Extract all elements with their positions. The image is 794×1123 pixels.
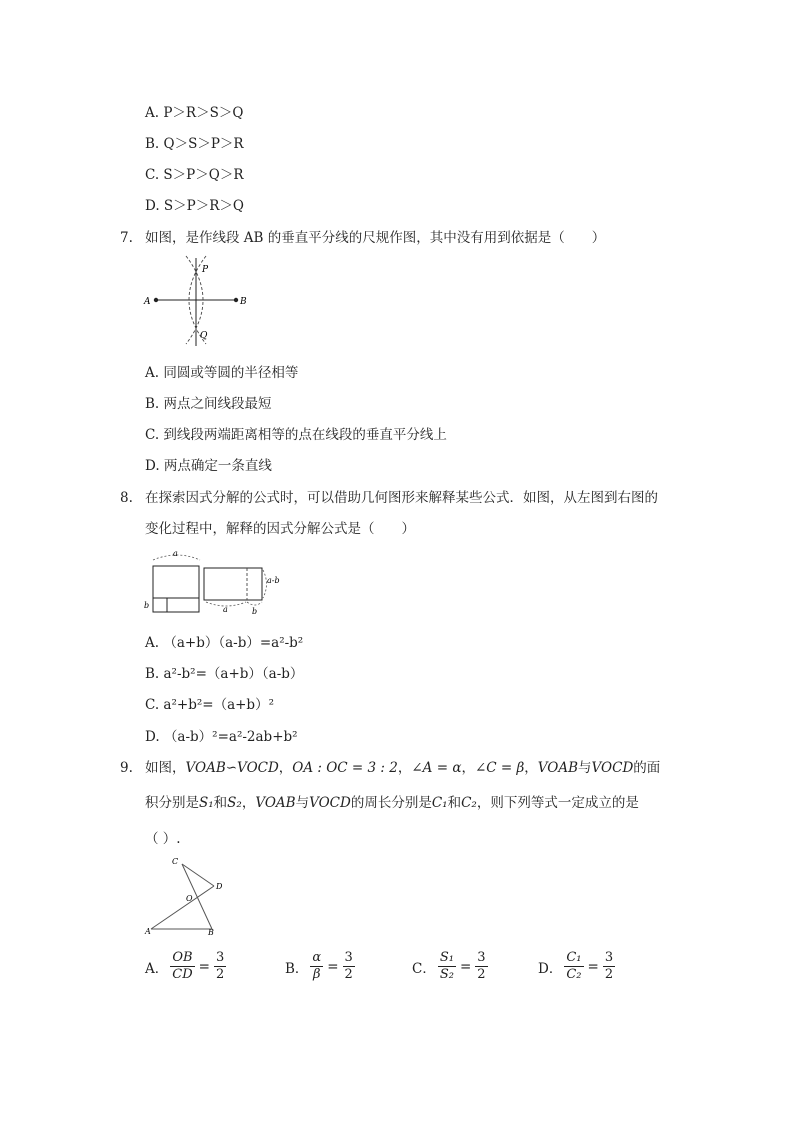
q6-option-d: D. S＞P＞R＞Q (145, 198, 244, 214)
fraction (214, 950, 226, 983)
numerator: OB (172, 950, 193, 965)
q9-l2-text: 和 (447, 795, 462, 811)
fraction (310, 950, 323, 983)
q9-l1-comma: ， (278, 760, 293, 776)
q8-label-a-top: a (173, 549, 178, 558)
q7-label-q: Q (200, 331, 208, 341)
q9-l2-s2: S₂ (227, 795, 242, 811)
q8-option-d: D. （a-b）²=a²-2ab+b² (145, 729, 298, 745)
q9-number: 9. (120, 760, 133, 776)
q9-answer-c: C． $\frac{\text{S₁}}{\text{S₂}}$ = $\frac{3}{2}$ (412, 950, 486, 982)
q6-option-a: A. P＞R＞S＞Q (145, 105, 244, 121)
denominator: β (313, 967, 321, 982)
q9-l1-oab: VOAB (537, 760, 579, 776)
q9-l2-text: 的周长分别是 (350, 795, 432, 811)
denominator: 2 (604, 967, 614, 982)
q9-label-b: B (208, 928, 214, 937)
q8-label-a-bottom: a (223, 605, 228, 614)
q7-stem: 如图，是作线段 AB 的垂直平分线的尺规作图，其中没有用到依据是（ ） (145, 230, 606, 246)
q9-l2-comma: ， (241, 795, 256, 811)
numerator: C₁ (566, 950, 582, 965)
answer-label: B． (285, 960, 309, 977)
q6-option-b: B. Q＞S＞P＞R (145, 136, 244, 152)
q9-stem-line1 (145, 759, 660, 777)
answer-label: A． (145, 960, 169, 977)
numerator: 3 (344, 950, 353, 965)
denominator: CD (172, 967, 193, 982)
q9-l2-s1: S₁ (199, 795, 214, 811)
q9-l2-ocd: VOCD (309, 795, 351, 811)
q7-label-b: B (240, 297, 247, 307)
numerator: S₁ (439, 950, 454, 965)
q9-label-c: C (172, 857, 179, 866)
q9-l1-ocd: VOCD (591, 760, 634, 776)
answer-label: D． (538, 960, 563, 977)
q7-option-b: B. 两点之间线段最短 (145, 396, 272, 412)
q9-l1-similar: VOAB∽VOCD (185, 760, 279, 776)
q9-l2-text: 与 (295, 795, 310, 811)
q9-l2-text: 积分别是 (145, 795, 199, 811)
q9-l1-comma: ， (524, 760, 538, 776)
q7-label-p: P (202, 265, 209, 275)
answer-label: C． (412, 960, 436, 977)
q6-option-c: C. S＞P＞Q＞R (145, 167, 244, 183)
q8-label-b-left: b (144, 601, 150, 610)
numerator: 3 (215, 950, 225, 965)
q9-figure (140, 852, 230, 940)
denominator: S₂ (439, 967, 454, 982)
q7-figure (140, 252, 250, 352)
q9-l2-text: ，则下列等式一定成立的是 (476, 795, 639, 811)
q9-stem-line2 (145, 794, 639, 812)
q9-l1-comma: ， (397, 760, 412, 776)
q7-label-a: A (144, 297, 151, 307)
numerator: 3 (477, 950, 486, 965)
q8-stem-line1: 在探索因式分解的公式时，可以借助几何图形来解释某些公式．如图，从左图到右图的 (145, 490, 658, 506)
q8-stem-line2: 变化过程中，解释的因式分解公式是（ ） (145, 521, 415, 537)
q9-answer-b: B． $\frac{\alpha}{\beta}$ = $\frac{3}{2}$ (285, 950, 353, 982)
q8-option-c: C. a²+b²=（a+b）² (145, 697, 274, 713)
denominator: 2 (215, 967, 225, 982)
numerator: α (312, 950, 322, 965)
q9-l2-c1: C₁ (431, 795, 448, 811)
q9-l1-comma: ， (461, 760, 475, 776)
q8-option-b: B. a²-b²=（a+b）（a-b） (145, 666, 304, 682)
q7-number: 7. (120, 230, 133, 246)
q9-l1-ratio: OA : OC = 3 : 2 (292, 760, 398, 776)
numerator: 3 (604, 950, 614, 965)
q7-option-c: C. 到线段两端距离相等的点在线段的垂直平分线上 (145, 427, 447, 443)
denominator: C₂ (566, 967, 582, 982)
fraction (343, 950, 355, 983)
q9-label-d: D (216, 882, 223, 891)
denominator: 2 (344, 967, 353, 982)
q9-l1-text: 如图， (145, 760, 186, 776)
fraction (603, 950, 615, 983)
fraction (438, 950, 456, 983)
q9-l2-text: 和 (213, 795, 228, 811)
q9-l1-text: 与 (578, 760, 592, 776)
fraction (564, 950, 583, 983)
denominator: 2 (477, 967, 486, 982)
q9-answer-a: A． $\frac{OB}{CD}$ = $\frac{3}{2}$ (145, 950, 225, 982)
q9-l1-angle-c: ∠C = β (474, 760, 525, 776)
q8-option-a: A. （a+b）（a-b）=a²-b² (145, 635, 304, 651)
q9-label-o: O (186, 894, 193, 903)
q9-label-a: A (145, 927, 151, 936)
q9-l2-oab: VOAB (255, 795, 296, 811)
fraction (170, 950, 194, 983)
q9-l1-angle-a: ∠A = α (411, 760, 462, 776)
q8-figure (140, 546, 290, 618)
q8-label-a-minus-b: a-b (267, 576, 280, 585)
q9-l1-text: 的面 (633, 760, 661, 776)
fraction (475, 950, 487, 983)
q8-number: 8. (120, 490, 133, 506)
q9-answer-d: D． $\frac{\text{C₁}}{\text{C₂}}$ = $\frac{3}{2}$ (538, 950, 614, 982)
q9-stem-line3: （ ）. (145, 831, 181, 847)
q8-label-b-bottom: b (252, 607, 258, 616)
q7-option-a: A. 同圆或等圆的半径相等 (145, 365, 299, 381)
q9-l2-c2: C₂ (461, 795, 477, 811)
q7-option-d: D. 两点确定一条直线 (145, 458, 272, 474)
